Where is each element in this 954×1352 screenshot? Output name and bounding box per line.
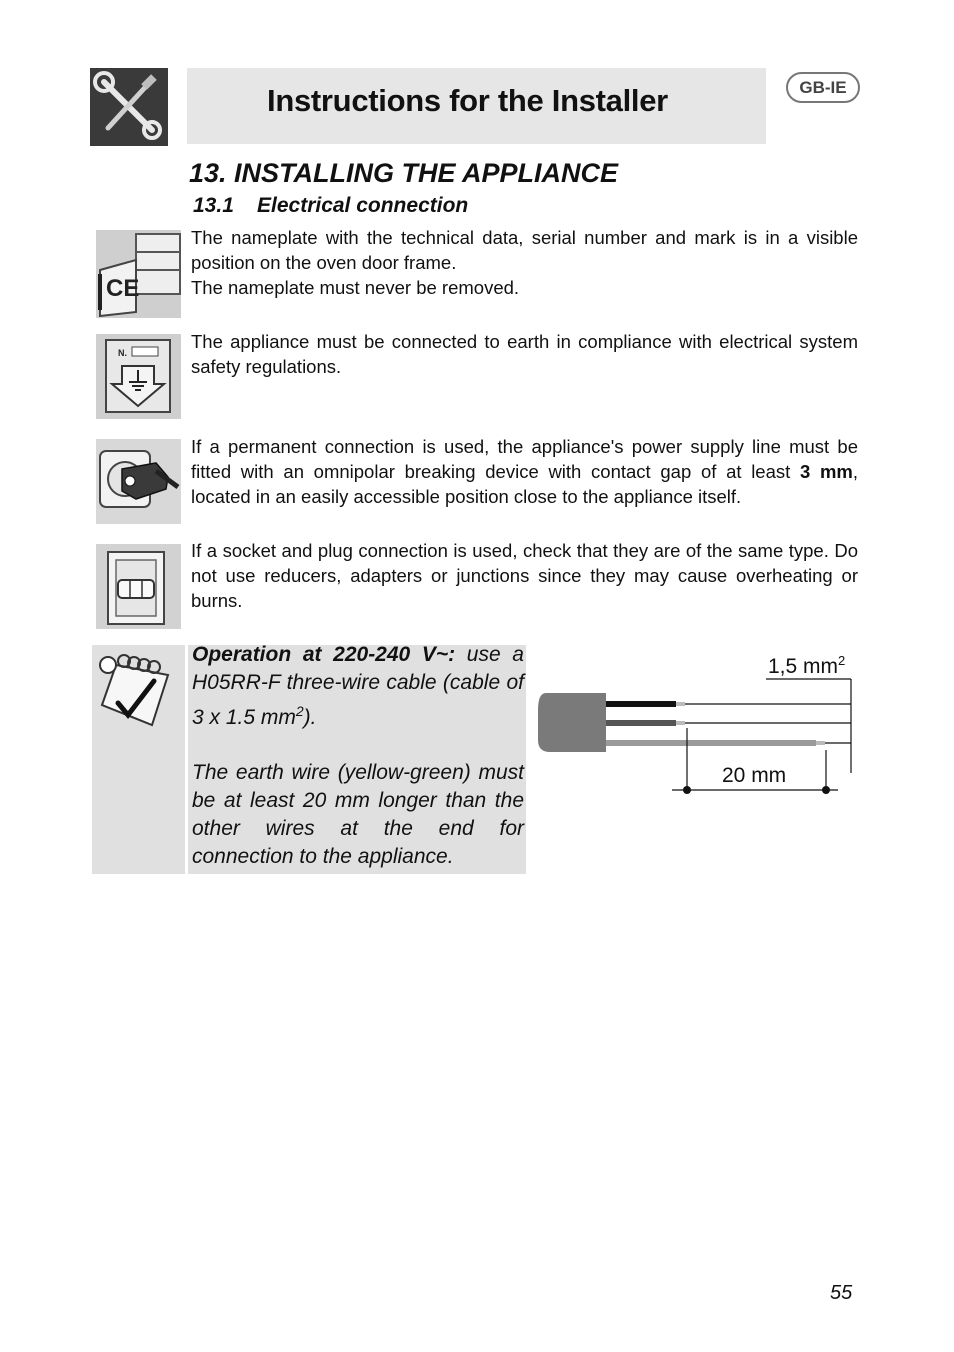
permanent-connection-paragraph [191, 434, 858, 509]
page-title: Instructions for the Installer [267, 83, 668, 118]
tool-icon-box [90, 68, 168, 146]
note-text [192, 641, 524, 871]
plug-icon-box [96, 439, 181, 524]
ce-nameplate-icon [96, 230, 181, 318]
subsection-title: Electrical connection [257, 194, 469, 217]
note-voltage-lead: Operation at 220-240 V~: [192, 643, 456, 666]
earth-paragraph [191, 329, 858, 379]
earth-text: The appliance must be connected to earth in compliance with electrical system safety regulations. [191, 331, 858, 377]
region-badge: GB-IE [786, 72, 860, 103]
note-cable-spec: Operation at 220-240 V~: use a H05RR-F three-wire cable (cable of 3 x 1.5 $mm^2$). [192, 643, 524, 729]
earth-ground-icon [96, 334, 181, 419]
contact-gap-value: 3 mm [799, 461, 853, 482]
wrench-screwdriver-icon [90, 68, 168, 146]
notepad-check-icon [92, 645, 185, 745]
socket-paragraph [191, 538, 858, 613]
subsection-number: 13.1 [193, 194, 234, 217]
socket-text: If a socket and plug connection is used, check that they are of the same type. Do not use reducers, adapters or junctions since they may cause overheating or burns. [191, 540, 858, 611]
nameplate-icon-box [96, 230, 181, 318]
permanent-connection-text: If a permanent connection is used, the appliance's power supply line must be fitted with an omnipolar breaking device with contact gap of at least 3 mm, located in an easily accessible position close to the appliance itself. [191, 436, 858, 507]
wire-diagram [530, 640, 860, 810]
note-earth-wire: The earth wire (yellow-green) must be at least 20 mm longer than the other wires at the end for connection to the appliance. [192, 761, 524, 868]
nameplate-text: The nameplate with the technical data, serial number and mark is in a visible position on the oven door frame. [191, 227, 858, 273]
page-number: 55 [830, 1282, 853, 1304]
svg-text:CE: CE [106, 275, 140, 302]
cross-section-label: 1,5 $mm^2$ [768, 653, 846, 678]
switch-icon-box [96, 544, 181, 629]
earth-icon-box [96, 334, 181, 419]
plug-socket-icon [96, 439, 181, 524]
nameplate-paragraph [191, 225, 858, 300]
length-label: 20 mm [722, 764, 787, 787]
wall-switch-icon [96, 544, 181, 629]
nameplate-warning-text: The nameplate must never be removed. [191, 277, 520, 298]
section-title: 13. INSTALLING THE APPLIANCE [189, 158, 619, 188]
svg-text:N.: N. [118, 348, 127, 358]
note-icon-box [92, 645, 185, 874]
